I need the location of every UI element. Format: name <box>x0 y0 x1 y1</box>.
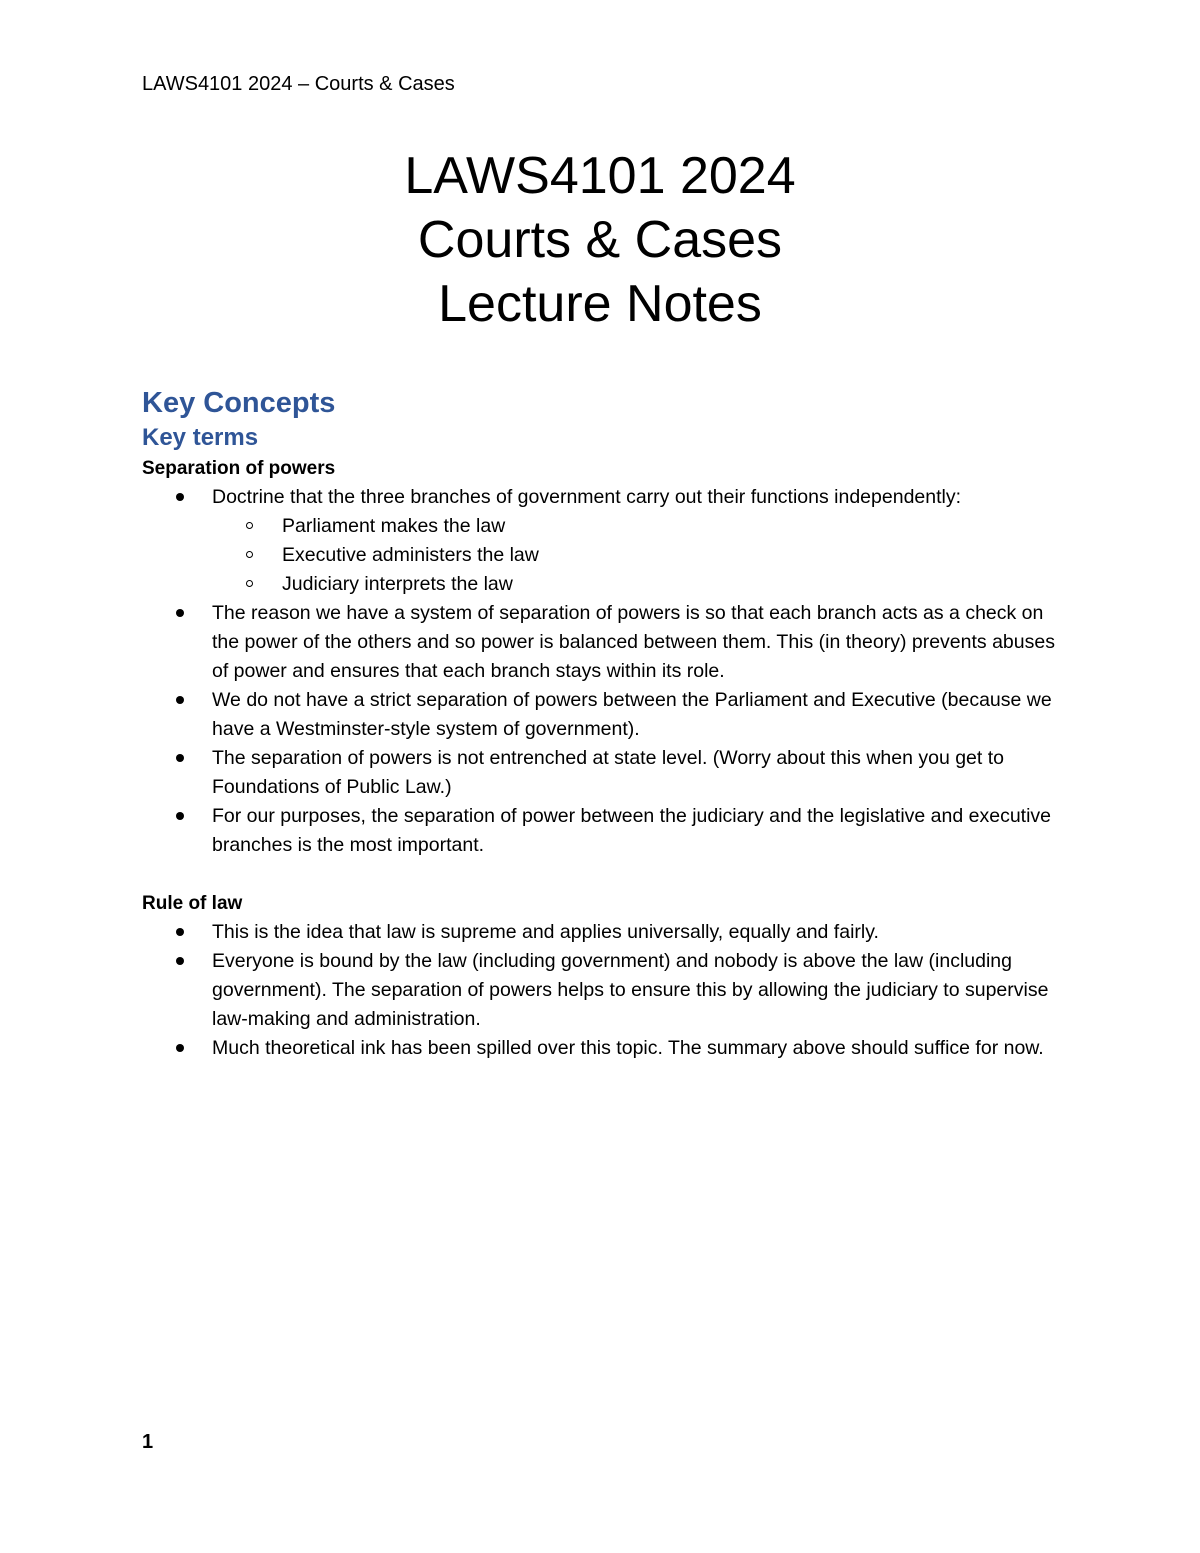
list-item <box>142 802 1062 860</box>
title-line-subject: Courts & Cases <box>417 211 783 269</box>
bullet-icon <box>176 928 184 936</box>
list-item-text: The separation of powers is not entrenched at state level. (Worry about this when you get to Foundations of Public Law.) <box>212 747 1004 798</box>
list-item <box>142 686 1062 744</box>
heading-key-concepts: Key Concepts <box>142 387 336 419</box>
list-item <box>142 483 1062 599</box>
rule-of-law-list <box>142 918 1062 1063</box>
list-item-text: This is the idea that law is supreme and applies universally, equally and fairly. <box>212 921 879 943</box>
list-item-text: Everyone is bound by the law (including government) and nobody is above the law (including government). The separation of powers helps to ensure this by allowing the judiciary to supervise law-making and administration. <box>212 950 1049 1030</box>
bullet-icon <box>176 1044 184 1052</box>
bullet-icon <box>176 754 184 762</box>
sublist-item <box>212 570 1062 599</box>
bullet-icon <box>176 812 184 820</box>
document-body <box>142 384 1062 1063</box>
heading-separation-of-powers: Separation of powers <box>142 458 336 479</box>
hollow-bullet-icon <box>246 522 253 529</box>
branches-sublist <box>212 512 1062 599</box>
running-header: LAWS4101 2024 – Courts & Cases <box>142 73 455 95</box>
sublist-item <box>212 512 1062 541</box>
separation-of-powers-list <box>142 483 1062 860</box>
bullet-icon <box>176 696 184 704</box>
list-item-text: Much theoretical ink has been spilled over this topic. The summary above should suffice for now. <box>212 1037 1044 1059</box>
sublist-item <box>212 541 1062 570</box>
title-line-notes: Lecture Notes <box>438 275 762 333</box>
hollow-bullet-icon <box>246 580 253 587</box>
sublist-item-text: Executive administers the law <box>282 544 539 566</box>
bullet-icon <box>176 609 184 617</box>
list-item <box>142 1034 1062 1063</box>
hollow-bullet-icon <box>246 551 253 558</box>
list-item <box>142 744 1062 802</box>
document-title <box>0 144 1200 336</box>
sublist-item-text: Judiciary interprets the law <box>282 573 513 595</box>
list-item <box>142 918 1062 947</box>
sublist-item-text: Parliament makes the law <box>282 515 506 537</box>
list-item <box>142 599 1062 686</box>
heading-rule-of-law: Rule of law <box>142 893 243 914</box>
page-number: 1 <box>142 1431 154 1453</box>
list-item-text: We do not have a strict separation of powers between the Parliament and Executive (because we have a Westminster-style system of government). <box>212 689 1052 740</box>
title-line-course: LAWS4101 2024 <box>404 147 796 205</box>
list-item-text: Doctrine that the three branches of government carry out their functions independently: <box>212 486 962 508</box>
list-item-text: The reason we have a system of separation of powers is so that each branch acts as a check on the power of the others and so power is balanced between them. This (in theory) prevents abuses of power and ensures that each branch stays within its role. <box>212 602 1055 682</box>
list-item <box>142 947 1062 1034</box>
bullet-icon <box>176 493 184 501</box>
list-item-text: For our purposes, the separation of power between the judiciary and the legislative and executive branches is the most important. <box>212 805 1052 856</box>
heading-key-terms: Key terms <box>142 424 259 451</box>
bullet-icon <box>176 957 184 965</box>
